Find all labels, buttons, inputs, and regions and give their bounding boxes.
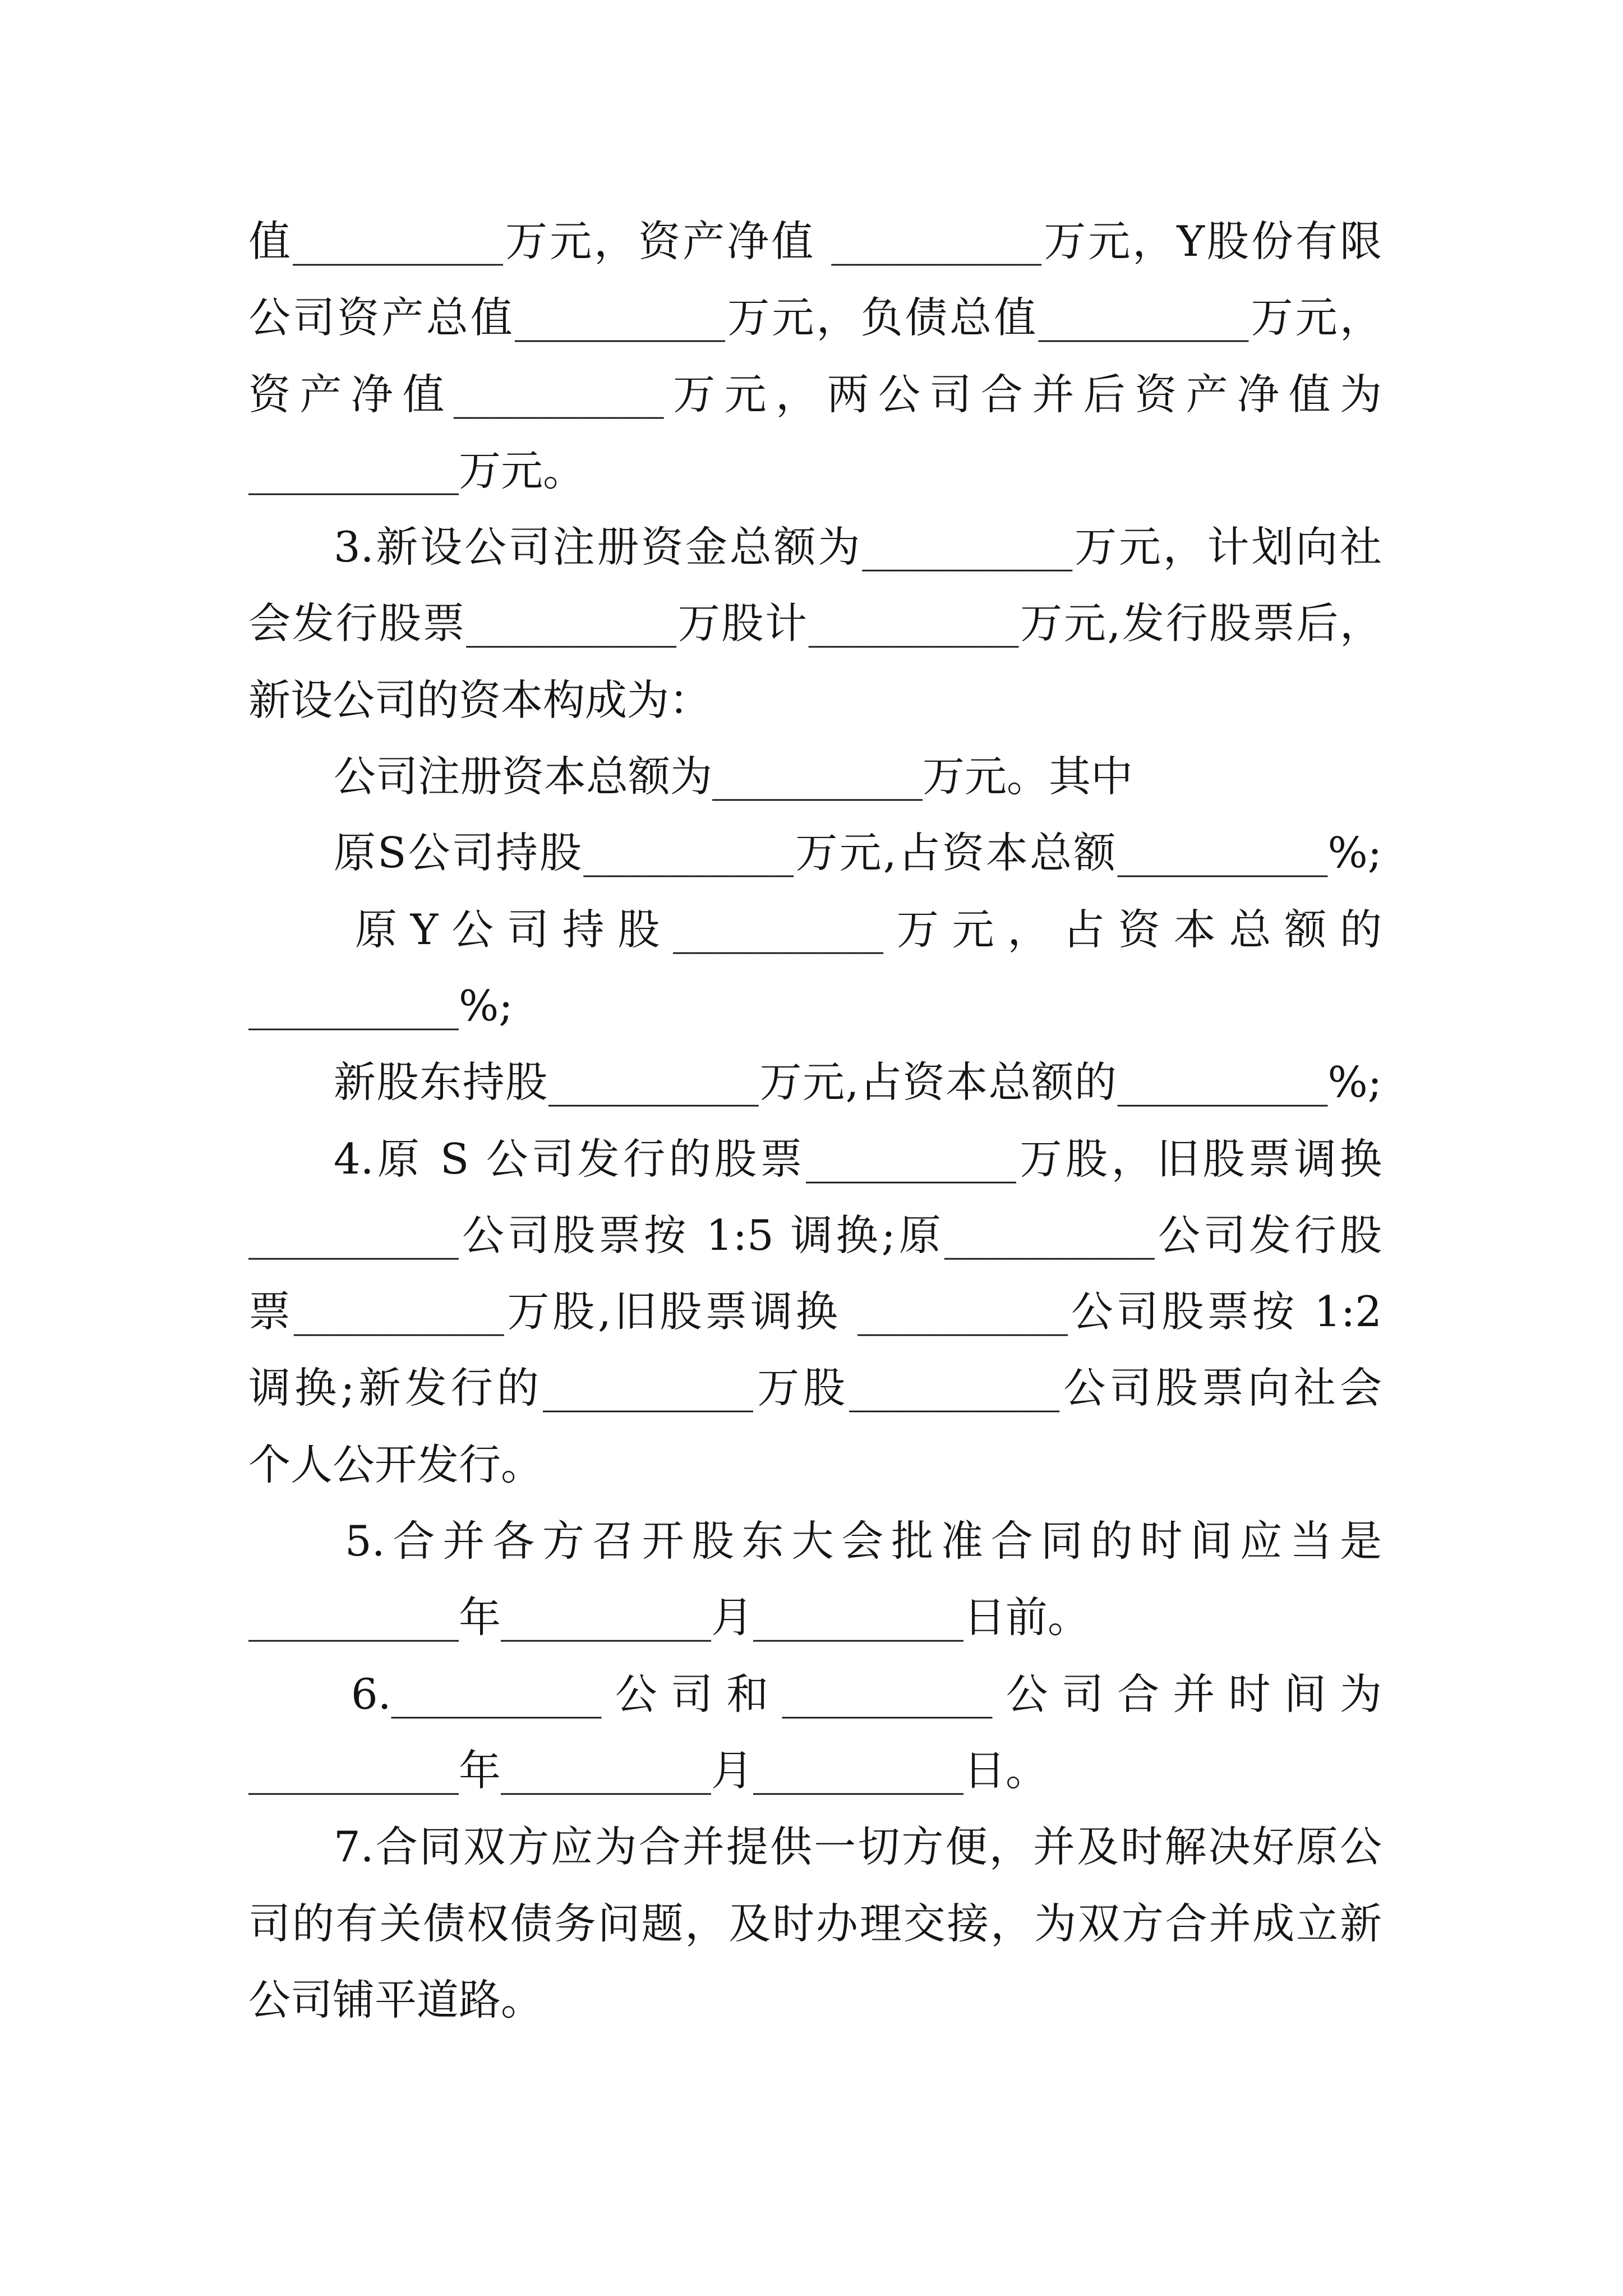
text-line: 4.原 S 公司发行的股票__________万股，旧股票调换 bbox=[334, 1134, 1382, 1184]
text-line: 3.新设公司注册资金总额为__________万元，计划向社 bbox=[334, 522, 1382, 572]
clause-3 bbox=[248, 509, 1382, 738]
text-line: 会发行股票__________万股计__________万元,发行股票后， bbox=[248, 599, 1382, 648]
text-line: 值__________万元，资产净值 __________万元，Y股份有限 bbox=[248, 217, 1382, 266]
text-line: 票__________万股,旧股票调换 __________公司股票按 1:2 bbox=[248, 1287, 1382, 1337]
text-line: __________年__________月__________日。 bbox=[248, 1745, 1048, 1795]
text-line: __________万元。 bbox=[248, 445, 585, 495]
text-line: 司的有关债权债务问题，及时办理交接，为双方合并成立新 bbox=[248, 1898, 1382, 1948]
text-line: 原Y公司持股__________万元，占资本总额的 bbox=[355, 904, 1382, 954]
clause-4 bbox=[248, 1121, 1382, 1503]
clause-5 bbox=[248, 1503, 1382, 1656]
text-line: __________%; bbox=[248, 981, 513, 1030]
text-line: 公司注册资本总额为__________万元。其中 bbox=[334, 752, 1133, 802]
text-line: __________年__________月__________日前。 bbox=[248, 1593, 1090, 1642]
clause-6 bbox=[248, 1656, 1382, 1809]
capital-structure bbox=[248, 738, 1382, 1120]
text-line: 6.__________公司和__________公司合并时间为 bbox=[351, 1669, 1382, 1719]
clause-7 bbox=[248, 1809, 1382, 2038]
text-line: 新设公司的资本构成为： bbox=[248, 675, 712, 725]
text-line: 资产净值__________万元，两公司合并后资产净值为 bbox=[248, 369, 1382, 419]
text-line: 5.合并各方召开股东大会批准合同的时间应当是 bbox=[345, 1516, 1382, 1566]
text-line: 原S公司持股__________万元,占资本总额__________%; bbox=[334, 828, 1382, 878]
clause-2-continuation bbox=[248, 203, 1382, 509]
text-line: 7.合同双方应为合并提供一切方便，并及时解决好原公 bbox=[334, 1822, 1382, 1872]
text-line: 调换;新发行的__________万股__________公司股票向社会 bbox=[248, 1363, 1382, 1413]
text-line: 个人公开发行。 bbox=[248, 1439, 543, 1489]
contract-body bbox=[248, 203, 1382, 2038]
text-line: 公司铺平道路。 bbox=[248, 1975, 543, 2024]
text-line: 新股东持股__________万元,占资本总额的__________%; bbox=[334, 1057, 1382, 1107]
text-line: __________公司股票按 1:5 调换;原__________公司发行股 bbox=[248, 1210, 1382, 1260]
text-line: 公司资产总值__________万元，负债总值__________万元， bbox=[248, 293, 1382, 343]
